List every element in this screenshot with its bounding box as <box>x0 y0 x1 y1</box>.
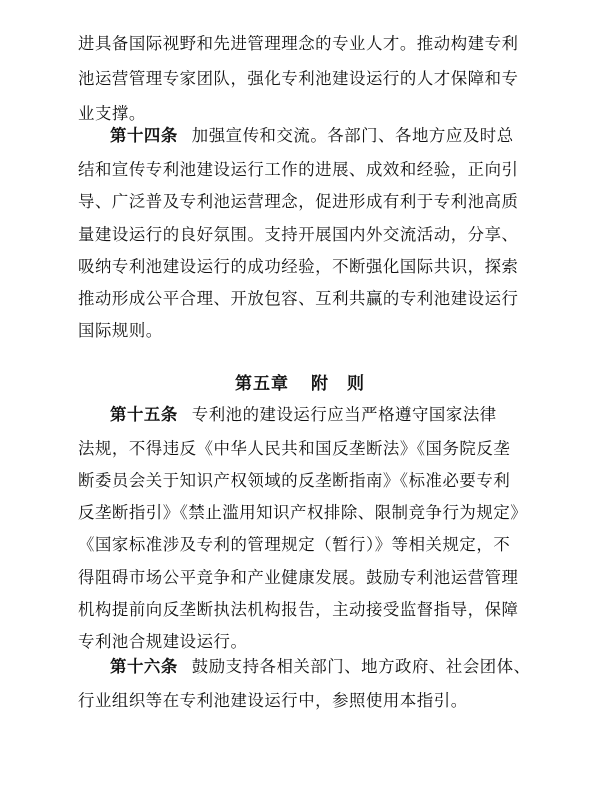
article-15-first-line <box>110 405 560 425</box>
article-number: 第十五条 <box>110 405 178 424</box>
chapter-title: 附 则 <box>311 374 365 394</box>
text-line: 业支撑。 <box>78 104 146 123</box>
text-line: 断委员会关于知识产权领域的反垄断指南》《标准必要专利 <box>78 471 511 490</box>
text-line: 导、广泛普及专利池运营理念，促进形成有利于专利池高质 <box>78 192 519 211</box>
text-line: 专利池的建设运行应当严格遵守国家法律 <box>191 405 497 424</box>
article-number: 第十六条 <box>110 657 178 676</box>
text-line: 反垄断指引》《禁止滥用知识产权排除、限制竞争行为规定》 <box>78 503 528 522</box>
text-line: 池运营管理专家团队，强化专利池建设运行的人才保障和专 <box>78 69 519 88</box>
text-line: 《国家标准涉及专利的管理规定（暂行）》等相关规定，不 <box>78 535 511 554</box>
text-line: 吸纳专利池建设运行的成功经验，不断强化国际共识，探索 <box>78 257 519 276</box>
text-line: 进具备国际视野和先进管理理念的专业人才。推动构建专利 <box>78 34 519 53</box>
text-line: 法规，不得违反《中华人民共和国反垄断法》《国务院反垄 <box>78 439 511 458</box>
text-line: 得阻碍市场公平竞争和产业健康发展。鼓励专利池运营管理 <box>78 568 519 587</box>
text-line: 国际规则。 <box>78 321 163 340</box>
text-line: 机构提前向反垄断执法机构报告，主动接受监督指导，保障 <box>78 600 519 619</box>
text-line: 结和宣传专利池建设运行工作的进展、成效和经验，正向引 <box>78 160 519 179</box>
article-14-first-line <box>110 126 560 146</box>
article-16-first-line <box>110 657 560 677</box>
text-line: 鼓励支持各相关部门、地方政府、社会团体、 <box>191 657 531 676</box>
chapter-heading <box>0 373 600 395</box>
chapter-number: 第五章 <box>235 374 289 394</box>
article-number: 第十四条 <box>110 126 178 145</box>
text-line: 行业组织等在专利池建设运行中，参照使用本指引。 <box>78 691 468 710</box>
text-line: 专利池合规建设运行。 <box>78 632 248 651</box>
text-line: 推动形成公平合理、开放包容、互利共赢的专利池建设运行 <box>78 289 519 308</box>
text-line: 量建设运行的良好氛围。支持开展国内外交流活动，分享、 <box>78 225 519 244</box>
text-line: 加强宣传和交流。各部门、各地方应及时总 <box>191 126 514 145</box>
